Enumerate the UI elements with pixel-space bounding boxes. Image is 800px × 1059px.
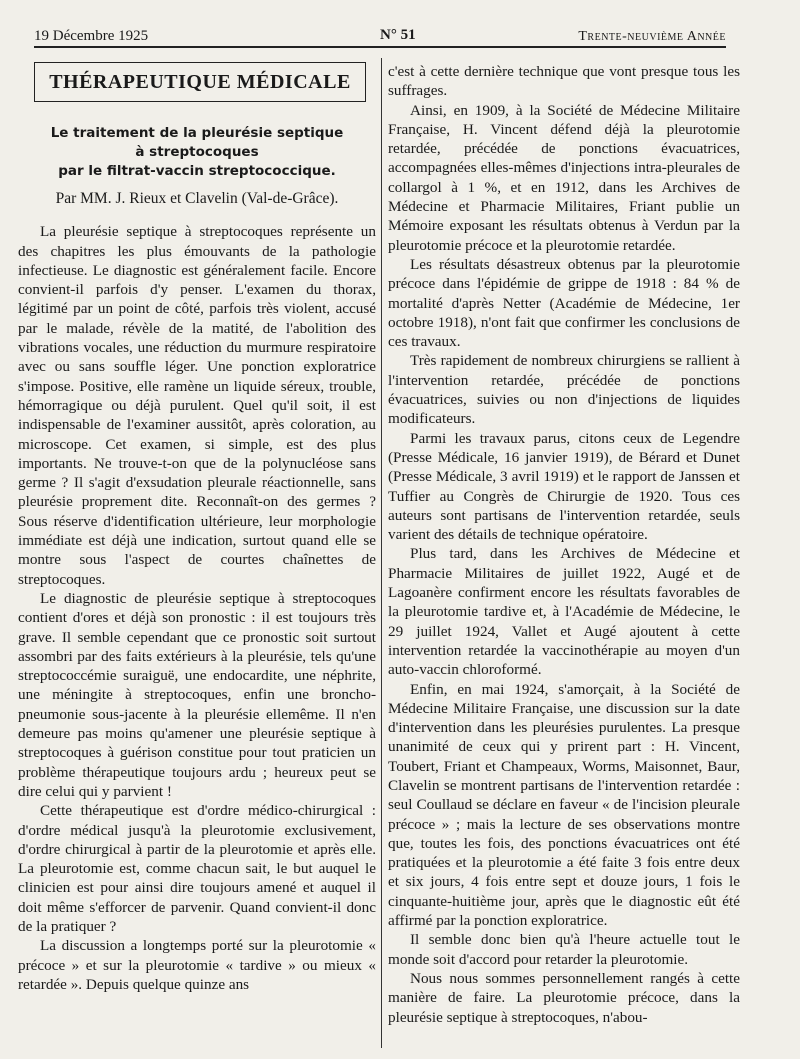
- paragraph: Parmi les travaux parus, citons ceux de Legendre (Presse Médicale, 16 janvier 1919), de Bérard et Dunet (Presse Médicale, 3 avril 1919) et le rapport de Janssen et Tuffier au Congrès de Chirurgie de 1920. Tous ces auteurs sont partisans de l'intervention retardée, seuls varient des détails de technique opératoire.: [388, 429, 740, 544]
- paragraph: Plus tard, dans les Archives de Médecine et Pharmacie Militaires de juillet 1922, Augé et de Lagoanère confirment encore les résultats favorables de la pleurotomie tardive et, à l'Académie de Médecine, le 29 juillet 1924, Vallet et Augé ajoutent à cette intervention retardée la vaccinothérapie au moyen d'un auto-vaccin chloroformé.: [388, 545, 740, 679]
- paragraph: Le diagnostic de pleurésie septique à streptocoques contient d'ores et déjà son pronostic : il est toujours très grave. Il semble cependant que ce pronostic soit surtout assombri par des faits extérieurs à la pleurésie, tels qu'une streptococcémie suraiguë, une endocardite, une néphrite, une méningite à streptocoques, enfin une broncho-pneumonie sous-jacente à la pleurésie ellemême. Il n'en demeure pas moins qu'amener une pleurésie septique à streptocoques à guérison constitue pour tout praticien un problème thérapeutique toujours ardu ; heureux peut se dire celui qui y parvient !: [18, 589, 376, 800]
- paragraph: Très rapidement de nombreux chirurgiens se rallient à l'intervention retardée, précédée de ponctions évacuatrices, suivies ou non d'injections de liquides modificateurs.: [388, 352, 740, 428]
- paragraph: c'est à cette dernière technique que vont presque tous les suffrages.: [388, 63, 740, 100]
- issue-number: N° 51: [380, 27, 416, 43]
- paragraph: La discussion a longtemps porté sur la pleurotomie « précoce » et sur la pleurotomie « tardive » ou mieux « retardée ». Depuis quelque quinze ans: [18, 937, 376, 993]
- article-title-line-1: Le traitement de la pleurésie septique: [50, 125, 344, 141]
- article-title-line-3: par le filtrat-vaccin streptococcique.: [58, 163, 336, 179]
- section-title: THÉRAPEUTIQUE MÉDICALE: [34, 62, 366, 102]
- article-authors: Par MM. J. Rieux et Clavelin (Val-de-Grâce).: [55, 190, 339, 207]
- paragraph: Cette thérapeutique est d'ordre médico-chirurgical : d'ordre médical jusqu'à la pleurotomie exclusivement, d'ordre chirurgical à partir de la pleurotomie et après elle. La pleurotomie est, comme chacun sait, le but auquel le clinicien est pour ainsi dire toujours amené et auquel il doit même s'efforcer de parvenir. Quand convient-il donc de la pratiquer ?: [18, 802, 376, 935]
- right-column: [388, 62, 740, 1027]
- column-divider: [381, 58, 382, 1048]
- issue-date: 19 Décembre 1925: [34, 28, 149, 44]
- volume-year: Trente-neuvième Année: [578, 29, 726, 44]
- article-title-line-2: à streptocoques: [135, 144, 259, 160]
- paragraph: Nous nous sommes personnellement rangés à cette manière de faire. La pleurotomie précoce, dans la pleurésie septique à streptocoques, n'abou-: [388, 969, 740, 1026]
- paragraph: Ainsi, en 1909, à la Société de Médecine Militaire Française, H. Vincent défend déjà la pleurotomie retardée, précédée de ponctions évacuatrices, accompagnées elles-mêmes d'injections intra-pleurales de collargol à 1 %, et en 1912, dans les Archives de Médecine et Pharmacie Militaires, Friant publie un Mémoire exposant les résultats obtenus à Verdun par la pleurotomie précoce et la pleurotomie retardée.: [388, 101, 740, 254]
- paragraph: Enfin, en mai 1924, s'amorçait, à la Société de Médecine Militaire Française, une discussion sur la date d'intervention dans les pleurésies purulentes. La presque unanimité de ceux qui y prirent part : H. Vincent, Toubert, Friant et Champeaux, Worms, Maisonnet, Baur, Clavelin se montrent partisans de l'intervention retardée : seul Coullaud se déclare en faveur « de l'incision pleurale précoce » ; mais la lecture de ses observations montre que, toutes les fois, des ponctions évacuatrices ont été pratiquées et la pleurotomie a été faite 3 fois entre deux et six jours, 4 fois entre sept et douze jours, 1 fois le cinquante-huitième jour, après que le diagnostic eût été affirmé par la ponction exploratrice.: [388, 680, 740, 930]
- paragraph: La pleurésie septique à streptocoques représente un des chapitres les plus émouvants de la pathologie infectieuse. Le diagnostic est généralement facile. Encore convient-il parfois d'y penser. L'examen du thorax, légitimé par un point de côté, parfois très violent, accusé par le malade, révèle de la matité, de l'abolition des vibrations vocales, une réduction du murmure respiratoire avec ou sans souffle léger. Une ponction exploratrice s'impose. Positive, elle ramène un liquide séreux, trouble, hémorragique ou déjà purulent. Quel qu'il soit, il est indispensable de l'examiner aussitôt, après coloration, au microscope. Cet examen, si simple, est des plus importants. Ne trouve-t-on que de la polynucléose sans germe ? Il s'agit d'exsudation pleurale réactionnelle, sans pleurésie proprement dite. Reconnaît-on des germes ? Sous réserve d'identification ultérieure, leur morphologie immédiate est déjà une indication, surtout quand elle se montre sous l'aspect de courtes chaînettes de streptocoques.: [18, 223, 376, 588]
- paragraph: Il semble donc bien qu'à l'heure actuelle tout le monde soit d'accord pour retarder la pleurotomie.: [388, 931, 740, 968]
- paragraph: Les résultats désastreux obtenus par la pleurotomie précoce dans l'épidémie de grippe de 1918 : 84 % de mortalité d'après Netter (Académie de Médecine, 1er octobre 1918), n'ont fait que confirmer les conclusions de ces travaux.: [388, 255, 740, 351]
- article-title: [24, 124, 370, 181]
- left-column: [18, 60, 376, 994]
- page-header: [34, 22, 726, 48]
